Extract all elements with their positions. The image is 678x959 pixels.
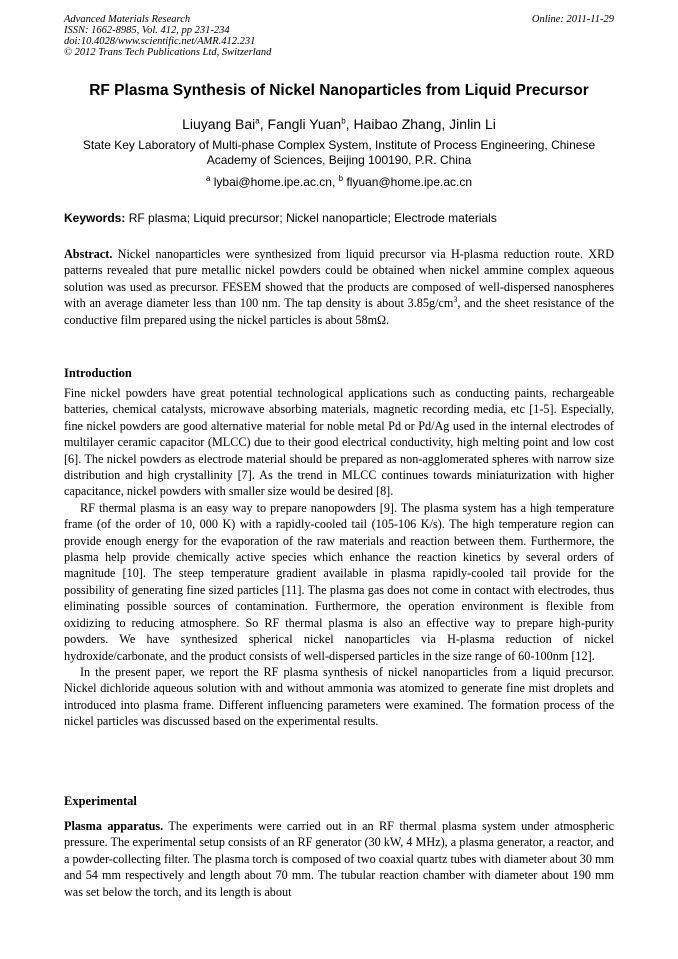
email-a-sup: a — [205, 174, 211, 183]
issn-line: ISSN: 1662-8985, Vol. 412, pp 231-234 — [64, 25, 230, 36]
abstract-text-2: , and the sheet resistance of the conductive film prepared using the nickel particles is about 58mΩ. — [64, 296, 614, 327]
author-1-sup: a — [255, 116, 260, 126]
abstract-sup: 3 — [453, 295, 458, 305]
experimental-heading: Experimental — [64, 794, 137, 808]
introduction-body — [64, 385, 614, 730]
copyright-line: © 2012 Trans Tech Publications Ltd, Switzerland — [64, 47, 272, 58]
abstract — [64, 246, 614, 328]
journal-header — [64, 14, 271, 58]
intro-paragraph-3: In the present paper, we report the RF plasma synthesis of nickel nanoparticles from a liquid precursor. Nickel dichloride aqueous solution with and without ammonia was atomized to generate fine mist droplets and introduced into plasma frame. Different influencing parameters were examined. The formation process of the nickel particles was discussed based on the experimental results. — [64, 664, 614, 729]
email-b-sup: b — [338, 174, 344, 183]
keywords — [64, 211, 615, 225]
email-b: flyuan@home.ipe.ac.cn — [343, 175, 473, 189]
author-2: , Fangli Yuan — [259, 116, 342, 132]
plasma-apparatus-text: The experiments were carried out in an RF thermal plasma system under atmospheric pressure. The experimental setup consists of an RF generator (30 kW, 4 MHz), a plasma generator, a reactor, and a powder-collecting filter. The plasma torch is composed of two coaxial quartz tubes with diameter about 30 mm and 54 mm respectively and length about 70 mm. The tubular reaction chamber with diameter about 190 mm was set below the torch, and its length is about — [64, 819, 614, 899]
doi-line: doi:10.4028/www.scientific.net/AMR.412.231 — [64, 36, 256, 47]
intro-paragraph-1: Fine nickel powders have great potential technological applications such as conducting paints, rechargeable batteries, chemical catalysts, microwave absorbing materials, magnetic recording media, etc [1-5]. Especially, fine nickel powders are good alternative material for noble metal Pd or Pd/Ag used in the internal electrodes of multilayer ceramic capacitor (MLCC) due to their good electrical conductivity, high melting point and low cost [6]. The nickel powders as electrode material should be prepared as non-agglomerated spheres with narrow size distribution and high crystallinity [7]. As the trend in MLCC continues towards miniaturization with higher capacitance, nickel powders with smaller size would be desired [8]. — [64, 386, 614, 499]
author-1: Liuyang Bai — [182, 116, 256, 132]
experimental-body — [64, 818, 614, 900]
author-2-sup: b — [341, 116, 346, 126]
email-a: lybai@home.ipe.ac.cn, — [210, 175, 339, 189]
abstract-text-1: Nickel nanoparticles were synthesized from liquid precursor via H-plasma reduction route. XRD patterns revealed that pure metallic nickel powders could be obtained when nickel ammine complex aqueous solution was used as precursor. FESEM showed that the products are composed of well-dispersed nanospheres with an average diameter less than 100 nm. The tap density is about 3.85g/cm — [64, 247, 614, 311]
plasma-apparatus-label: Plasma apparatus. — [64, 819, 164, 833]
keywords-text: RF plasma; Liquid precursor; Nickel nanoparticle; Electrode materials — [125, 211, 497, 225]
author-list — [40, 116, 638, 132]
intro-paragraph-2: RF thermal plasma is an easy way to prepare nanopowders [9]. The plasma system has a high temperature frame (of the order of 10, 000 K) with a rapidly-cooled tail (105-106 K/s). The high temperature region can provide enough energy for the evaporation of the raw materials and reaction between them. Furthermore, the plasma help provide chemically active species which enhance the reaction kinetics by several orders of magnitude [10]. The steep temperature gradient available in plasma rapidly-cooled tail provide for the possibility of generating fine sized particles [11]. The plasma gas does not come in contact with electrodes, thus eliminating possible sources of contamination. Furthermore, the operation environment is flexible from oxidizing to reducing atmosphere. So RF thermal plasma is also an effective way to prepare high-purity powders. We have synthesized spherical nickel nanoparticles via H-plasma reduction of nickel hydroxide/carbonate, and the product consists of well-dispersed particles in the size range of 60-100nm [12]. — [64, 500, 614, 663]
paper-title: RF Plasma Synthesis of Nickel Nanoparticles from Liquid Precursor — [89, 82, 589, 99]
online-date: Online: 2011-11-29 — [531, 14, 614, 25]
other-authors: , Haibao Zhang, Jinlin Li — [345, 116, 496, 132]
keywords-label: Keywords: — [64, 211, 126, 225]
abstract-label: Abstract. — [64, 247, 113, 261]
affiliation: State Key Laboratory of Multi-phase Complex System, Institute of Process Engineering, Chinese Academy of Sciences, Beijing 100190, P.R. China — [82, 138, 596, 167]
author-emails — [40, 175, 638, 189]
journal-name: Advanced Materials Research — [64, 14, 191, 25]
introduction-heading: Introduction — [64, 366, 132, 380]
